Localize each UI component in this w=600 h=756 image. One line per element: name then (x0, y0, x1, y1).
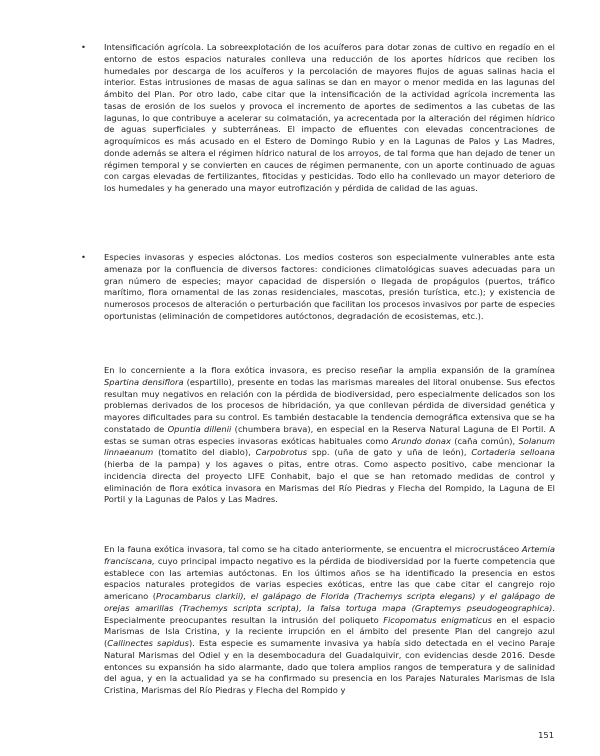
text-run: (espartillo), presente en todas las marismas mareales del litoral onubense. Sus efectos resultan muy negativos en relación con la pérdida de biodiversidad, pero especialmente delicados son los problemas derivados de los procesos de hibridación, ya que conllevan pérdida de diversidad genética y mayores dificultades para su control. Es también destacable la tendencia demográfica extensiva que se ha constatado de (104, 376, 555, 434)
text-run: (chumbera brava), en especial en la Reserva Natural Laguna de El Portil. A estas se suman otras especies invasoras exóticas habituales como (104, 423, 555, 446)
species-name: Ficopomatus enigmaticus (383, 614, 493, 625)
page-number: 151 (538, 730, 554, 740)
species-name: Carpobrotus (255, 447, 308, 458)
bullet-text: Intensificación agrícola. La sobreexplotación de los acuíferos para dotar zonas de cultivo en regadío en el entorno de estos espacios naturales conlleva una reducción de los aportes hídricos que reciben los humedales por descarga de los acuíferos y la percolación de mayores flujos de aguas salinas hacia el interior. Estas intrusiones de masas de agua salinas se dan en mayor o menor medida en las lagunas del ámbito del Plan. Por otro lado, cabe citar que la intensificación de la actividad agrícola incrementa las tasas de erosión de los suelos y provoca el incremento de aportes de sedimentos a las cubetas de las lagunas, lo que contribuye a acelerar su colmatación, ya acrecentada por la alteración del régimen hídrico de aguas superficiales y subterráneas. El impacto de efluentes con elevadas concentraciones de agroquímicos es más acusado en el Estero de Domingo Rubio y en la Lagunas de Palos y Las Madres, donde además se altera el régimen hídrico natural de los arroyos, de tal forma que han dejado de tener un régimen temporal y se convierten en cauces de régimen permanente, con un aporte continuado de aguas con cargas elevadas de fertilizantes, fitocidas y pesticidas. Todo ello ha conllevado un mayor deterioro de los humedales y ha generado una mayor eutrofización y pérdida de calidad de las aguas. (104, 42, 555, 193)
bullet-marker: • (81, 42, 86, 52)
text-run: cuyo principal impacto negativo es la pérdida de biodiversidad por la fuerte competencia que establece con las artemias autóctonas. En los últimos años se ha identificado la presencia en estos espacios naturales protegidos de varias especies exóticas, entre las que cabe citar el cangrejo rojo americano ( (104, 555, 555, 601)
species-name: Spartina densiflora (104, 376, 184, 387)
species-name: Callinectes sapidus (107, 638, 190, 648)
text-run: En lo concerniente a la flora exótica invasora, es preciso reseñar la amplia expansión de la gramínea (104, 365, 555, 375)
bullet-marker: • (81, 252, 86, 262)
bullet-text: Especies invasoras y especies alóctonas. Los medios costeros son especialmente vulnerables ante esta amenaza por la confluencia de diversos factores: condiciones climatológicas suaves adecuadas para un gran número de especies; mayor capacidad de dispersión o llegada de propágulos (puertos, tráfico marítimo, flora ornamental de las zonas residenciales, mascotas, presión turística, etc.); y existencia de numerosos procesos de alteración o perturbación que facilitan los procesos invasivos por parte de especies oportunistas (eliminación de competidores autóctonos, degradación de ecosistemas, etc.). (104, 252, 555, 321)
text-run: . Especialmente preocupantes resultan la intrusión del poliqueto (104, 602, 555, 625)
species-name: Artemia franciscana, (104, 544, 555, 566)
bullet-item-invasive-species (81, 252, 555, 323)
text-run: (caña común), (450, 435, 519, 446)
text-run: ). Esta especie es sumamente invasiva ya había sido detectada en el vecino Paraje Natural Marismas del Odiel y en la desembocadura del Guadalquivir, con evidencias desde 2016. Desde entonces su expansión ha sido alarmante, dado que tolera amplios rangos de temperatura y de salinidad del agua, y en la actualidad ya se ha confirmado su presencia en los Parajes Naturales Marismas de Isla Cristina, Marismas del Río Piedras y Flecha del Rompido y (104, 638, 555, 695)
species-name: Procambarus clarkii), el galápago de Florida (Trachemys scripta elegans) y el galápago de orejas amarillas (Trachemys scripta scripta), la falsa tortuga mapa (Graptemys pseudogeographica) (104, 591, 556, 613)
paragraph-invasive-fauna (104, 544, 555, 697)
text-run: (tomatito del diablo), (153, 447, 256, 458)
text-run: en el espacio Marismas de Isla Cristina, y la reciente irrupción en el ámbito del presente Plan del cangrejo azul ( (104, 614, 555, 648)
text-run: spp. (uña de gato y uña de león), (307, 447, 472, 458)
species-name: Opuntia dillenii (167, 423, 232, 434)
text-run: En la fauna exótica invasora, tal como se ha citado anteriormente, se encuentra el microcrustáceo (104, 544, 522, 554)
bullet-item-agricultural-intensification (81, 42, 555, 195)
species-name: Cortaderia selloana (471, 447, 555, 458)
species-name: Solanum linnaeanum (104, 435, 555, 458)
text-run: (hierba de la pampa) y los agaves o pitas, entre otras. Como aspecto positivo, cabe mencionar la incidencia directa del proyecto LIFE Conhabit, bajo el que se han retomado medidas de control y eliminación de flora exótica invasora en Marismas del Río Piedras y Flecha del Rompido, la Laguna de El Portil y la Lagunas de Palos y Las Madres. (104, 459, 555, 505)
paragraph-invasive-flora (104, 365, 555, 506)
species-name: Arundo donax (391, 435, 451, 446)
